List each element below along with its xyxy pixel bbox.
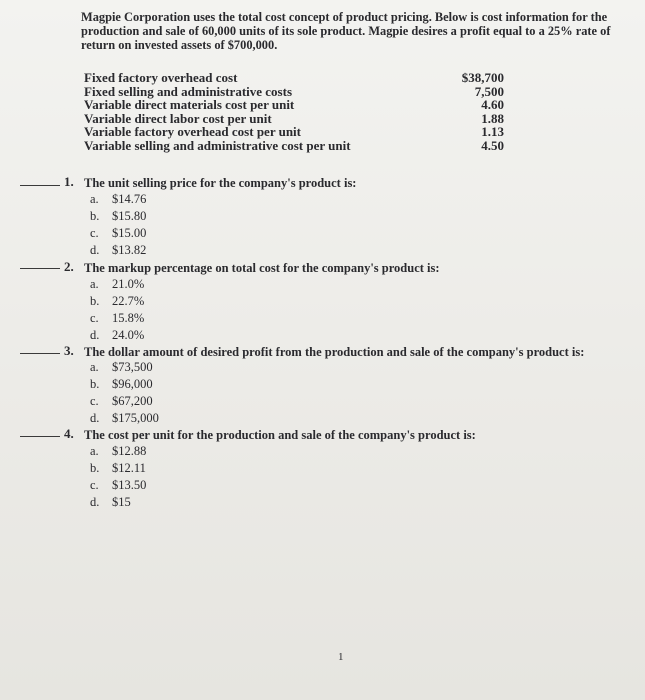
option-letter: d.: [90, 328, 100, 342]
option-text: $15.80: [112, 209, 147, 223]
option-letter: a.: [90, 360, 99, 374]
answer-option[interactable]: [90, 394, 153, 409]
option-letter: c.: [90, 226, 99, 240]
option-text: 15.8%: [112, 311, 145, 325]
answer-blank[interactable]: [20, 353, 60, 354]
option-letter: d.: [90, 495, 100, 509]
cost-row: [84, 98, 504, 112]
answer-option[interactable]: [90, 495, 131, 510]
option-letter: c.: [90, 478, 99, 492]
answer-option[interactable]: [90, 360, 153, 375]
cost-value: 1.13: [481, 124, 504, 139]
question-text: The dollar amount of desired profit from the production and sale of the company's product is:: [84, 345, 585, 359]
option-text: 24.0%: [112, 328, 145, 342]
cost-value: 4.60: [481, 97, 504, 112]
option-text: $12.11: [112, 461, 146, 475]
option-letter: d.: [90, 411, 100, 425]
option-letter: b.: [90, 461, 100, 475]
answer-option[interactable]: [90, 377, 153, 392]
cost-label: Fixed factory overhead cost: [84, 70, 238, 85]
problem-intro: Magpie Corporation uses the total cost concept of product pricing. Below is cost information for the production and sale of 60,000 units of its sole product. Magpie desires a profit equal to a 25% rate of return on invested assets of $700,000.: [81, 10, 611, 52]
question-text: The markup percentage on total cost for the company's product is:: [84, 261, 440, 275]
answer-option[interactable]: [90, 294, 144, 309]
answer-option[interactable]: [90, 192, 146, 207]
cost-value: 7,500: [474, 83, 504, 99]
answer-option[interactable]: [90, 461, 146, 476]
cost-label: Variable factory overhead cost per unit: [84, 124, 302, 139]
cost-value: 1.88: [481, 110, 504, 126]
answer-option[interactable]: [90, 311, 144, 326]
option-letter: a.: [90, 277, 99, 291]
cost-label: Fixed selling and administrative costs: [84, 83, 293, 99]
cost-value: $38,700: [461, 70, 504, 85]
answer-blank[interactable]: [20, 185, 60, 186]
question-number: 3.: [64, 343, 74, 358]
question-number: 1.: [64, 174, 74, 189]
cost-value: 4.50: [481, 137, 504, 153]
option-letter: b.: [90, 294, 100, 308]
answer-option[interactable]: [90, 209, 146, 224]
option-letter: d.: [90, 243, 100, 257]
answer-blank[interactable]: [20, 436, 60, 437]
question-text: The unit selling price for the company's product is:: [84, 176, 357, 190]
option-letter: a.: [90, 444, 99, 458]
option-letter: b.: [90, 209, 100, 223]
option-text: $15: [112, 495, 131, 509]
question-number: 4.: [64, 426, 74, 441]
answer-option[interactable]: [90, 226, 146, 241]
option-text: $13.82: [112, 243, 147, 257]
option-text: 22.7%: [112, 294, 145, 308]
option-text: $14.76: [112, 192, 147, 206]
cost-row: [84, 125, 504, 139]
answer-option[interactable]: [90, 411, 159, 426]
cost-row: [84, 71, 504, 85]
question-number: 2.: [64, 259, 74, 274]
option-letter: c.: [90, 311, 99, 325]
option-text: $15.00: [112, 226, 147, 240]
answer-option[interactable]: [90, 444, 146, 459]
answer-option[interactable]: [90, 243, 146, 258]
answer-option[interactable]: [90, 328, 144, 343]
cost-row: [84, 139, 504, 153]
page-number: 1: [338, 651, 344, 663]
cost-row: [84, 112, 504, 126]
answer-option[interactable]: [90, 478, 146, 493]
option-text: $96,000: [112, 377, 153, 391]
option-letter: c.: [90, 394, 99, 408]
cost-table: [84, 71, 504, 152]
answer-blank[interactable]: [20, 268, 60, 269]
option-letter: b.: [90, 377, 100, 391]
option-text: $73,500: [112, 360, 153, 374]
cost-label: Variable direct materials cost per unit: [84, 97, 295, 112]
option-text: $12.88: [112, 444, 147, 458]
question-text: The cost per unit for the production and sale of the company's product is:: [84, 428, 476, 442]
cost-label: Variable selling and administrative cost per unit: [84, 137, 351, 153]
cost-row: [84, 85, 504, 99]
answer-option[interactable]: [90, 277, 144, 292]
option-text: $13.50: [112, 478, 147, 492]
cost-label: Variable direct labor cost per unit: [84, 110, 272, 126]
option-letter: a.: [90, 192, 99, 206]
option-text: 21.0%: [112, 277, 145, 291]
option-text: $67,200: [112, 394, 153, 408]
option-text: $175,000: [112, 411, 159, 425]
